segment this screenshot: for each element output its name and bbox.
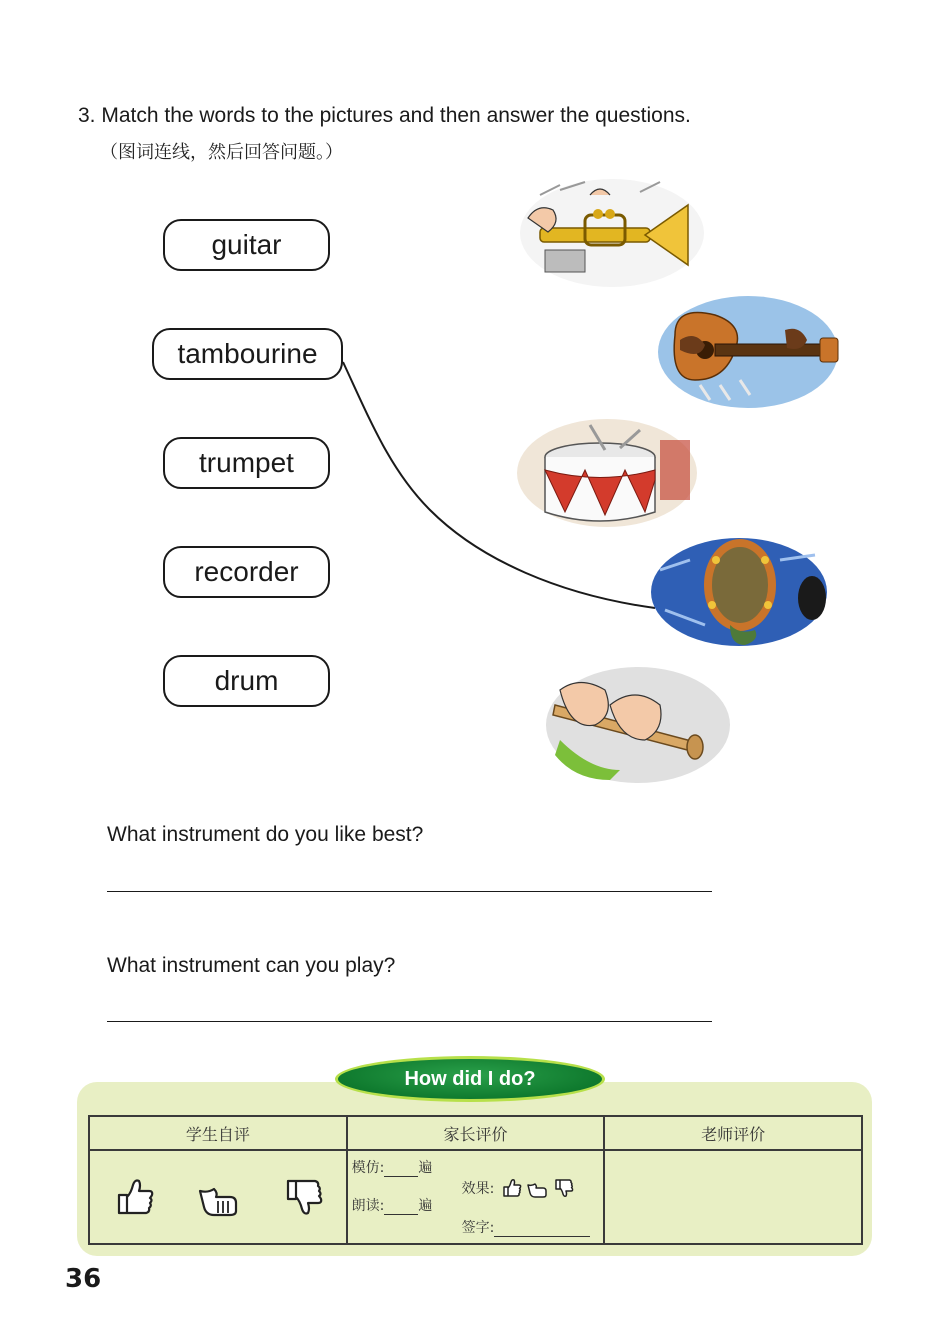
times-unit: 遍 [418, 1160, 433, 1176]
sign-row [462, 1217, 591, 1237]
how-did-i-do-badge: How did I do? [335, 1056, 605, 1102]
thumbs-sideways-icon[interactable] [196, 1175, 240, 1219]
read-label: 朗读: [351, 1198, 385, 1214]
word-label: tambourine [177, 338, 318, 369]
read-blank[interactable] [384, 1214, 418, 1215]
thumbs-down-icon[interactable] [552, 1177, 574, 1199]
tambourine-image [651, 538, 827, 646]
times-unit: 遍 [418, 1198, 433, 1214]
imitate-label: 模仿: [351, 1160, 385, 1176]
header-parent: 家长评价 [347, 1116, 605, 1150]
teacher-eval-cell[interactable] [604, 1150, 862, 1244]
word-label: guitar [211, 229, 282, 260]
parent-eval-cell [347, 1150, 605, 1244]
drum-image [517, 419, 697, 527]
exercise-subtitle: （图词连线，然后回答问题。） [100, 142, 343, 163]
word-label: trumpet [199, 447, 294, 478]
word-label: recorder [194, 556, 299, 587]
exercise-title: 3. Match the words to the pictures and then answer the questions. [78, 104, 691, 127]
thumbs-up-icon[interactable] [111, 1175, 155, 1219]
trumpet-image [520, 179, 704, 287]
word-label: drum [214, 665, 279, 696]
thumbs-down-icon[interactable] [280, 1175, 324, 1219]
answer-line-1[interactable] [107, 891, 712, 892]
page-number: 36 [65, 1264, 102, 1294]
read-row [352, 1195, 433, 1215]
guitar-image [658, 296, 838, 408]
effect-label: 效果: [461, 1181, 495, 1197]
thumbs-up-icon[interactable] [500, 1177, 522, 1199]
imitate-row [352, 1157, 433, 1177]
student-eval-cell [89, 1150, 347, 1244]
question-1: What instrument do you like best? [107, 823, 424, 846]
imitate-blank[interactable] [384, 1176, 418, 1177]
evaluation-table [88, 1115, 863, 1245]
sign-blank[interactable] [494, 1236, 590, 1237]
question-2: What instrument can you play? [107, 954, 396, 977]
sign-label: 签字: [461, 1220, 495, 1236]
header-student: 学生自评 [89, 1116, 347, 1150]
answer-line-2[interactable] [107, 1021, 712, 1022]
header-teacher: 老师评价 [604, 1116, 862, 1150]
thumbs-sideways-icon[interactable] [526, 1177, 548, 1199]
recorder-image [546, 667, 730, 783]
effect-row [462, 1177, 575, 1199]
